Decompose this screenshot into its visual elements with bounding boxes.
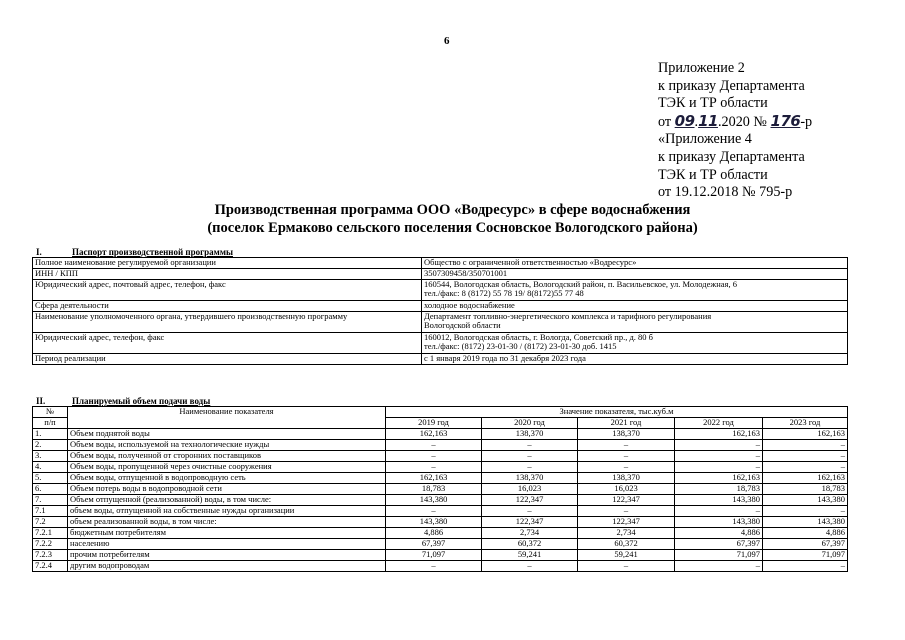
header-year: 2023 год: [763, 418, 848, 429]
row-value: 143,380: [675, 517, 763, 528]
passport-label: Сфера деятельности: [33, 301, 422, 312]
row-number: 4.: [33, 462, 68, 473]
table-row: [33, 539, 848, 550]
order-prefix: от: [658, 113, 672, 130]
row-value: 67,397: [386, 539, 482, 550]
passport-value: [422, 333, 848, 354]
row-value: –: [386, 451, 482, 462]
row-value: –: [386, 506, 482, 517]
passport-value-line: Общество с ограниченной ответственностью «Водресурс»: [424, 257, 637, 267]
row-value: 4,886: [675, 528, 763, 539]
header-num-2: п/п: [33, 418, 68, 429]
appendix-block: [658, 60, 812, 202]
section-title: Паспорт производственной программы: [72, 247, 233, 257]
row-value: –: [675, 506, 763, 517]
row-value: 60,372: [482, 539, 578, 550]
table-row: [33, 440, 848, 451]
row-value: 71,097: [675, 550, 763, 561]
title-line-1: Производственная программа ООО «Водресурс» в сфере водоснабжения: [214, 202, 691, 218]
row-value: 4,886: [763, 528, 848, 539]
table-row: [33, 506, 848, 517]
table-row: [33, 517, 848, 528]
row-value: –: [763, 440, 848, 451]
table-row: [33, 462, 848, 473]
row-value: –: [386, 561, 482, 572]
row-value: 162,163: [386, 429, 482, 440]
section-number: II.: [36, 396, 46, 406]
row-value: 59,241: [482, 550, 578, 561]
handwritten-order-number: 176: [770, 111, 801, 130]
row-value: –: [482, 506, 578, 517]
row-value: 162,163: [763, 429, 848, 440]
row-value: 122,347: [578, 517, 675, 528]
row-number: 7.2.1: [33, 528, 68, 539]
row-value: –: [482, 561, 578, 572]
appendix-line: к приказу Департамента: [658, 77, 805, 94]
row-value: 122,347: [482, 495, 578, 506]
appendix-line: от 19.12.2018 № 795-р: [658, 184, 793, 201]
row-value: 162,163: [763, 473, 848, 484]
handwritten-day: 09: [674, 111, 695, 130]
passport-label: ИНН / КПП: [33, 269, 422, 280]
row-number: 7.2.4: [33, 561, 68, 572]
page-number: 6: [444, 35, 450, 47]
passport-label: Юридический адрес, почтовый адрес, телефон, факс: [33, 280, 422, 301]
row-value: –: [675, 451, 763, 462]
passport-value-line: 160544, Вологодская область, Вологодский район, п. Васильевское, ул. Молодежная, 6: [424, 279, 737, 289]
row-value: 2,734: [482, 528, 578, 539]
row-value: 67,397: [763, 539, 848, 550]
row-value: 18,783: [763, 484, 848, 495]
row-value: 138,370: [578, 429, 675, 440]
row-value: 71,097: [386, 550, 482, 561]
passport-label: Наименование уполномоченного органа, утвердившего производственную программу: [33, 312, 422, 333]
appendix-line: ТЭК и ТР области: [658, 166, 768, 183]
row-value: –: [675, 440, 763, 451]
appendix-line: «Приложение 4: [658, 131, 752, 148]
row-name: населению: [68, 539, 386, 550]
row-value: 71,097: [763, 550, 848, 561]
section-number: I.: [36, 247, 42, 257]
passport-value: [422, 258, 848, 269]
passport-value-line: 160012, Вологодская область, г. Вологда, Советский пр., д. 80 б: [424, 332, 654, 342]
row-number: 5.: [33, 473, 68, 484]
header-year: 2022 год: [675, 418, 763, 429]
handwritten-month: 11: [698, 111, 718, 130]
section-title: Планируемый объем подачи воды: [72, 396, 211, 406]
row-value: –: [578, 561, 675, 572]
row-value: 18,783: [675, 484, 763, 495]
row-value: 143,380: [763, 495, 848, 506]
table-row: [33, 495, 848, 506]
row-value: 143,380: [386, 517, 482, 528]
header-year: 2019 год: [386, 418, 482, 429]
passport-label: Юридический адрес, телефон, факс: [33, 333, 422, 354]
passport-row: [33, 333, 848, 354]
row-value: 143,380: [386, 495, 482, 506]
row-value: 143,380: [763, 517, 848, 528]
header-year: 2020 год: [482, 418, 578, 429]
document-title: [0, 201, 905, 237]
passport-row: [33, 301, 848, 312]
row-value: –: [482, 462, 578, 473]
row-number: 2.: [33, 440, 68, 451]
passport-value: [422, 354, 848, 365]
table-row: [33, 451, 848, 462]
row-name: Объем потерь воды в водопроводной сети: [68, 484, 386, 495]
passport-value-line: холодное водоснабжение: [424, 300, 515, 310]
row-value: –: [675, 462, 763, 473]
row-value: 122,347: [578, 495, 675, 506]
table-row: [33, 484, 848, 495]
order-suffix: -р: [800, 113, 813, 130]
row-value: 60,372: [578, 539, 675, 550]
title-line-2: (поселок Ермаково сельского поселения Сосновское Вологодского района): [207, 220, 698, 236]
passport-row: [33, 269, 848, 280]
passport-row: [33, 258, 848, 269]
row-value: –: [578, 451, 675, 462]
table-row: [33, 473, 848, 484]
appendix-line: Приложение 2: [658, 60, 745, 76]
row-name: Объем воды, полученной от сторонних поставщиков: [68, 451, 386, 462]
passport-value: [422, 312, 848, 333]
row-number: 6.: [33, 484, 68, 495]
header-name: Наименование показателя: [68, 407, 386, 429]
row-value: 2,734: [578, 528, 675, 539]
passport-label: Полное наименование регулируемой организации: [33, 258, 422, 269]
row-value: –: [763, 506, 848, 517]
passport-row: [33, 312, 848, 333]
header-values: Значение показателя, тыс.куб.м: [386, 407, 848, 418]
order-date-line: [658, 113, 812, 132]
row-name: объем реализованной воды, в том числе:: [68, 517, 386, 528]
row-value: –: [578, 440, 675, 451]
row-value: 67,397: [675, 539, 763, 550]
row-name: Объем отпущенной (реализованной) воды, в том числе:: [68, 495, 386, 506]
passport-value: [422, 280, 848, 301]
passport-row: [33, 280, 848, 301]
appendix-line: ТЭК и ТР области: [658, 95, 768, 112]
passport-table: [32, 257, 848, 365]
passport-value-line: Вологодской области: [424, 320, 501, 330]
row-value: –: [482, 451, 578, 462]
row-number: 7.2.3: [33, 550, 68, 561]
table-row: [33, 550, 848, 561]
row-name: бюджетным потребителям: [68, 528, 386, 539]
row-number: 7.: [33, 495, 68, 506]
row-number: 1.: [33, 429, 68, 440]
row-value: 162,163: [386, 473, 482, 484]
passport-value: [422, 269, 848, 280]
row-name: Объем воды, отпущенной в водопроводную сеть: [68, 473, 386, 484]
row-value: 18,783: [386, 484, 482, 495]
section-2-heading: [36, 396, 210, 406]
row-name: Объем воды, используемой на технологические нужды: [68, 440, 386, 451]
row-number: 7.2: [33, 517, 68, 528]
order-dot: .: [694, 113, 699, 130]
row-name: объем воды, отпущенной на собственные нужды организации: [68, 506, 386, 517]
row-value: –: [482, 440, 578, 451]
header-num: №: [33, 407, 68, 418]
row-value: 122,347: [482, 517, 578, 528]
row-value: –: [763, 462, 848, 473]
row-name: другим водопроводам: [68, 561, 386, 572]
passport-value-line: Департамент топливно-энергетического комплекса и тарифного регулирования: [424, 311, 712, 321]
row-value: 143,380: [675, 495, 763, 506]
water-volume-table: [32, 406, 848, 572]
passport-value: [422, 301, 848, 312]
appendix-line: к приказу Департамента: [658, 148, 805, 165]
table-row: [33, 528, 848, 539]
table-row: [33, 561, 848, 572]
table-row: [33, 429, 848, 440]
section-1-heading: [36, 247, 233, 257]
passport-value-line: тел./факс: 8 (8172) 55 78 19/ 8(8172)55 77 48: [424, 288, 584, 298]
row-value: 4,886: [386, 528, 482, 539]
row-value: 162,163: [675, 473, 763, 484]
passport-label: Период реализации: [33, 354, 422, 365]
row-value: 16,023: [578, 484, 675, 495]
row-number: 3.: [33, 451, 68, 462]
row-name: прочим потребителям: [68, 550, 386, 561]
row-value: 138,370: [578, 473, 675, 484]
row-name: Объем поднятой воды: [68, 429, 386, 440]
header-year: 2021 год: [578, 418, 675, 429]
passport-row: [33, 354, 848, 365]
row-value: –: [763, 561, 848, 572]
order-year-number: .2020 №: [717, 113, 767, 130]
row-value: –: [763, 451, 848, 462]
passport-value-line: 3507309458/350701001: [424, 268, 508, 278]
row-value: –: [675, 561, 763, 572]
row-value: –: [386, 462, 482, 473]
row-number: 7.2.2: [33, 539, 68, 550]
passport-value-line: с 1 января 2019 года по 31 декабря 2023 года: [424, 353, 586, 363]
row-value: 59,241: [578, 550, 675, 561]
row-value: 138,370: [482, 473, 578, 484]
row-value: 138,370: [482, 429, 578, 440]
row-value: 162,163: [675, 429, 763, 440]
row-value: –: [386, 440, 482, 451]
row-name: Объем воды, пропущенной через очистные сооружения: [68, 462, 386, 473]
passport-value-line: тел./факс: (8172) 23-01-30 / (8172) 23-01-30 доб. 1415: [424, 341, 617, 351]
row-value: 16,023: [482, 484, 578, 495]
row-value: –: [578, 462, 675, 473]
row-value: –: [578, 506, 675, 517]
row-number: 7.1: [33, 506, 68, 517]
